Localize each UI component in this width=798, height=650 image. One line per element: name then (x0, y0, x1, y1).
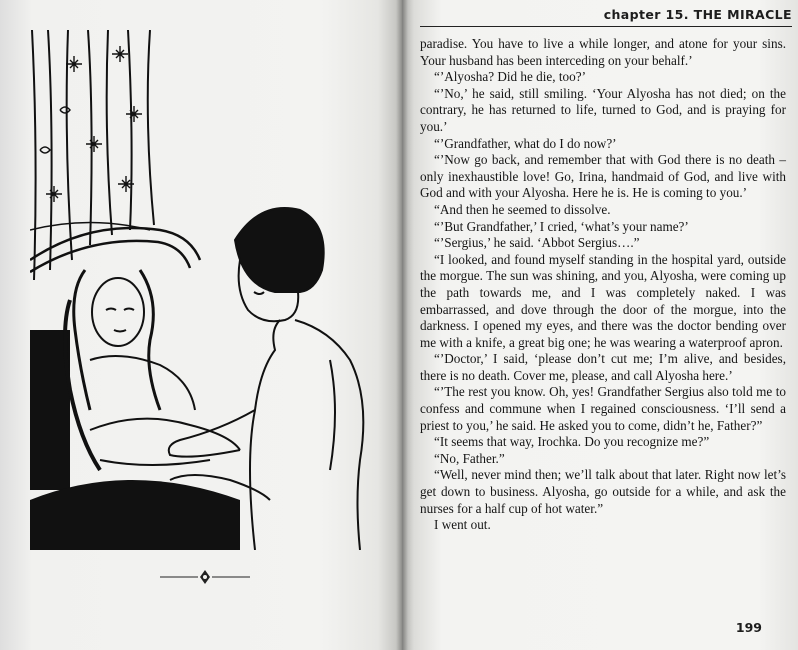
paragraph: “’Now go back, and remember that with God there is no death – only inexhaustible love! Go, Irina, handmaid of God, and live with God and with your Alyosha. Here he is. He is coming to you.’ (420, 152, 786, 201)
illustration (30, 30, 375, 550)
paragraph: “’Alyosha? Did he die, too?’ (434, 69, 586, 85)
bed-drawing (30, 228, 200, 490)
paragraph: “’Doctor,’ I said, ‘please don’t cut me; I’m alive, and besides, there is no death. Cover me, please, and call Alyosha here.’ (420, 351, 786, 383)
paragraph: “’But Grandfather,’ I cried, ‘what’s your name?’ (434, 218, 689, 234)
paragraph: “I looked, and found myself standing in the hospital yard, outside the morgue. The sun was shining, and you, Alyosha, were coming up the path towards me, and I was completely naked. I was embarrassed, and dove through the door of the morgue, into the darkness. I opened my eyes, and there was the doctor bending over me with a knife, a great big one; he was wearing a waterproof apron. (420, 251, 786, 350)
paragraph: “And then he seemed to dissolve. (434, 201, 611, 217)
ornament-divider (160, 567, 250, 587)
paragraph: I went out. (434, 517, 491, 533)
paragraph: “’Sergius,’ he said. ‘Abbot Sergius….” (434, 235, 640, 251)
page-number: 199 (735, 620, 762, 635)
paragraph: paradise. You have to live a while longer, and atone for your sins. Your husband has been interceding on your behalf.’ (420, 36, 786, 68)
paragraph: “’No,’ he said, still smiling. ‘Your Alyosha has not died; on the contrary, he has returned to life, turned to God, and is praying for you.’ (420, 85, 786, 134)
paragraph: “No, Father.” (434, 450, 505, 466)
paragraph: “’Grandfather, what do I do now?’ (434, 135, 617, 151)
paragraph: “It seems that way, Irochka. Do you recognize me?” (434, 434, 710, 450)
curtain-drawing (30, 30, 154, 280)
chapter-body-text (420, 36, 786, 534)
book-gutter (396, 0, 408, 650)
paragraph: “Well, never mind then; we’ll talk about that later. Right now let’s get down to business. Alyosha, go outside for a while, and ask the nurses for a half cup of hot water.” (420, 467, 786, 516)
running-head: chapter 15. THE MIRACLE (420, 6, 792, 27)
paragraph: “’The rest you know. Oh, yes! Grandfather Sergius also told me to confess and commune when I regained consciousness. ‘I’ll send a priest to you,’ he said. He asked you to come, didn’t he, Father?” (420, 384, 786, 433)
